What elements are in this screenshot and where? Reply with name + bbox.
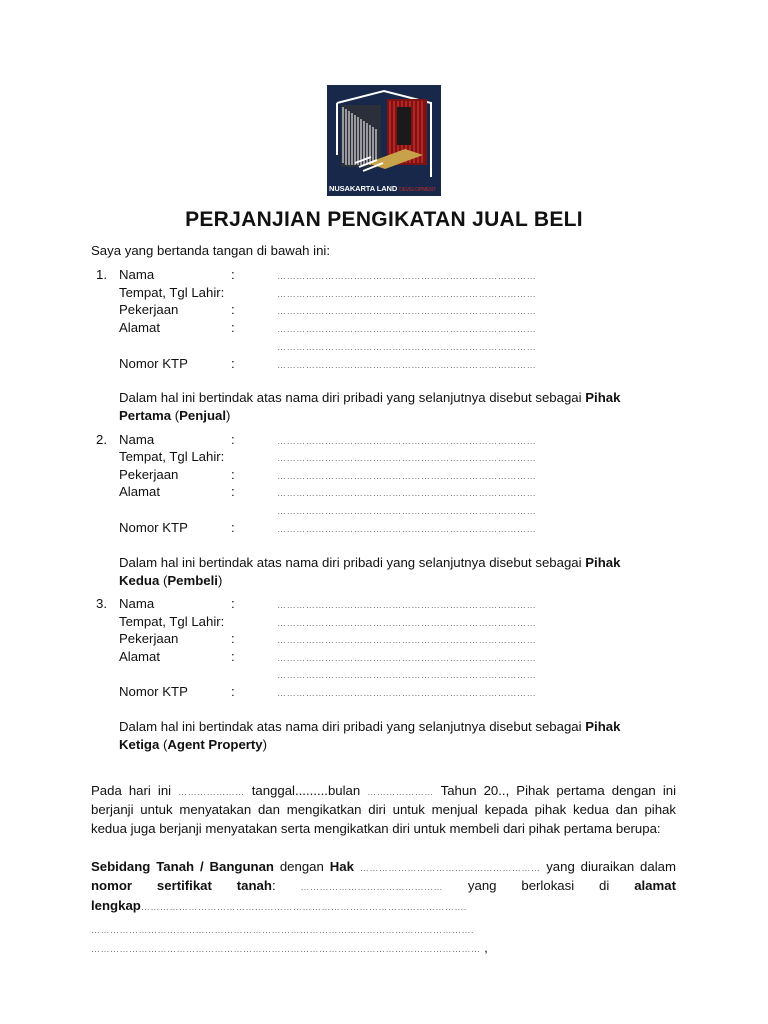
colon: : xyxy=(231,484,235,499)
label-job: Pekerjaan xyxy=(119,631,179,646)
fill-line-address-2[interactable]: ……………………………………………………………………… xyxy=(277,670,537,680)
party-description: Dalam hal ini bertindak atas nama diri pribadi yang selanjutnya disebut sebagai Pihak Pertama (Penjual) xyxy=(119,390,621,423)
colon: : xyxy=(231,649,235,664)
fill-line-job[interactable]: ……………………………………………………………………… xyxy=(277,471,537,481)
fill-line-address-full[interactable]: …………………………………………………………………………………………. xyxy=(140,901,467,912)
fill-line-address-2[interactable]: ……………………………………………………………………… xyxy=(277,506,537,516)
fill-line-job[interactable]: ……………………………………………………………………… xyxy=(277,635,537,645)
document-title: PERJANJIAN PENGIKATAN JUAL BELI xyxy=(185,208,583,231)
colon: : xyxy=(231,520,235,535)
party-number: 1. xyxy=(96,267,107,282)
label-birth: Tempat, Tgl Lahir: xyxy=(119,285,225,300)
company-logo xyxy=(327,85,441,196)
fill-line-name[interactable]: ……………………………………………………………………… xyxy=(277,600,537,610)
fill-line-name[interactable]: ……………………………………………………………………… xyxy=(277,271,537,281)
label-job: Pekerjaan xyxy=(119,467,179,482)
label-ktp: Nomor KTP xyxy=(119,356,188,371)
fill-line-address[interactable]: ……………………………………………………………………… xyxy=(277,324,537,334)
fill-line-job[interactable]: ……………………………………………………………………… xyxy=(277,306,537,316)
agreement-paragraph: Pada hari ini ………………… tanggal.........bulan ………………… Tahun 20.., Pihak pertama dengan ini berjanji untuk menyatakan dan mengikatkan diri untuk menjual kepada pihak kedua dan pihak kedua juga berjanji menyatakan serta mengikatkan diri untuk membeli dari pihak pertama berupa: xyxy=(91,783,677,836)
label-name: Nama xyxy=(119,596,155,611)
fill-line-birth[interactable]: ……………………………………………………………………… xyxy=(277,618,537,628)
building-logo-icon xyxy=(327,85,441,196)
colon: : xyxy=(231,631,235,646)
logo-wordmark: NUSAKARTA LAND DEVELOPMENT xyxy=(329,184,436,193)
fill-line-birth[interactable]: ……………………………………………………………………… xyxy=(277,453,537,463)
party-description: Dalam hal ini bertindak atas nama diri pribadi yang selanjutnya disebut sebagai Pihak Ketiga (Agent Property) xyxy=(119,719,621,752)
colon: : xyxy=(231,684,235,699)
fill-line-ktp[interactable]: ……………………………………………………………………… xyxy=(277,688,537,698)
label-name: Nama xyxy=(119,267,155,282)
fill-line-address-2[interactable]: ……………………………………………………………………… xyxy=(277,342,537,352)
fill-line-address[interactable]: ……………………………………………………………………… xyxy=(277,653,537,663)
label-address: Alamat xyxy=(119,320,161,335)
label-birth: Tempat, Tgl Lahir: xyxy=(119,449,225,464)
colon: : xyxy=(231,432,235,447)
colon: : xyxy=(231,267,235,282)
fill-line-hak[interactable]: ………………………………………………… xyxy=(359,863,541,873)
colon: : xyxy=(231,302,235,317)
fill-line-ktp[interactable]: ……………………………………………………………………… xyxy=(277,360,537,370)
label-job: Pekerjaan xyxy=(119,302,179,317)
party-description: Dalam hal ini bertindak atas nama diri pribadi yang selanjutnya disebut sebagai Pihak Kedua (Pembeli) xyxy=(119,555,621,588)
fill-line-month[interactable]: ………………… xyxy=(367,787,434,797)
label-ktp: Nomor KTP xyxy=(119,520,188,535)
label-birth: Tempat, Tgl Lahir: xyxy=(119,614,225,629)
label-address: Alamat xyxy=(119,484,161,499)
label-ktp: Nomor KTP xyxy=(119,684,188,699)
party-number: 3. xyxy=(96,596,107,611)
fill-line-day[interactable]: ………………… xyxy=(178,787,245,797)
colon: : xyxy=(231,320,235,335)
fill-line-birth[interactable]: ……………………………………………………………………… xyxy=(277,289,537,299)
colon: : xyxy=(231,356,235,371)
colon: : xyxy=(231,467,235,482)
property-paragraph: Sebidang Tanah / Bangunan dengan Hak ………………………………………………… yang diuraikan dalam nomor sertifikat tanah: ……………………………………… yang berlokasi di alamat lengkap…………………………………………………………………………………………. xyxy=(91,859,676,913)
party-number: 2. xyxy=(96,432,107,447)
fill-line-address[interactable]: ……………………………………………………………………… xyxy=(277,488,537,498)
fill-line-extra-1[interactable]: …………………………………………………………………………………………………………. xyxy=(91,925,475,935)
label-address: Alamat xyxy=(119,649,161,664)
fill-line-name[interactable]: ……………………………………………………………………… xyxy=(277,436,537,446)
fill-line-extra-2[interactable]: …………………………………………………………………………………………………………… , xyxy=(91,940,488,955)
label-name: Nama xyxy=(119,432,155,447)
intro-text: Saya yang bertanda tangan di bawah ini: xyxy=(91,243,331,258)
fill-line-ktp[interactable]: ……………………………………………………………………… xyxy=(277,524,537,534)
colon: : xyxy=(231,596,235,611)
fill-line-certificate[interactable]: ……………………………………… xyxy=(300,882,443,893)
